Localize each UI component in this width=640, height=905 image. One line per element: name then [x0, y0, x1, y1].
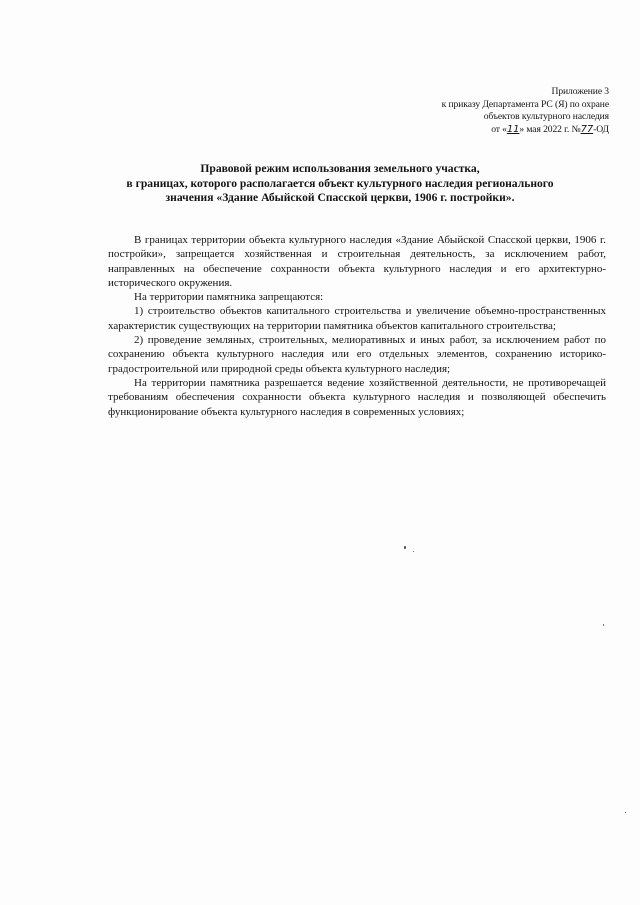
paragraph-prohibition-1: 1) строительство объектов капитального строительства и увеличение объемно-пространственных характеристик существующих на территории памятника объектов капитального строительства; [108, 305, 606, 332]
scan-speck [603, 624, 604, 626]
date-middle: » мая 2022 г. № [519, 123, 581, 135]
scan-speck [625, 812, 626, 813]
paragraph-permitted: На территории памятника разрешается ведение хозяйственной деятельности, не противоречащей требованиям обеспечения сохранности объекта культурного наследия и позволяющей обеспечить функционирование объекта культурного наследия в современных условиях; [108, 376, 606, 418]
document-title [60, 162, 620, 206]
title-line-3: значения «Здание Абыйской Спасской церкви, 1906 г. постройки». [165, 191, 515, 205]
appendix-header [369, 86, 609, 136]
paragraph-prohibition-2: 2) проведение земляных, строительных, мелиоративных и иных работ, за исключением работ по сохранению объекта культурного наследия или его отдельных элементов, сохранению историко-градостроительной или природной среды объекта культурного наследия; [108, 334, 606, 375]
title-line-1: Правовой режим использования земельного участка, [200, 162, 480, 175]
date-prefix: от « [491, 123, 507, 135]
handwritten-day: 11 [506, 123, 520, 135]
appendix-date-line [369, 124, 609, 137]
appendix-title: Приложение 3 [551, 86, 609, 97]
appendix-order-reference: к приказу Департамента РС (Я) по охране [441, 98, 609, 110]
scan-speck [413, 551, 414, 552]
paragraph-boundaries: В границах территории объекта культурного наследия «Здание Абыйской Спасской церкви, 1906 г. постройки», запрещается хозяйственная и строительная деятельность, за исключением работ, направленных на обеспечение сохранности объекта культурного наследия и его архитектурно-исторического окружения. [108, 234, 606, 289]
appendix-department-name: объектов культурного наследия [483, 111, 609, 122]
title-line-2: в границах, которого располагается объект культурного наследия регионального [126, 176, 554, 190]
paragraph-prohibited-intro: На территории памятника запрещаются: [134, 291, 324, 304]
handwritten-order-number: 77 [580, 123, 594, 135]
date-suffix: -ОД [593, 123, 609, 135]
scan-speck [404, 546, 406, 549]
document-body [108, 233, 606, 419]
